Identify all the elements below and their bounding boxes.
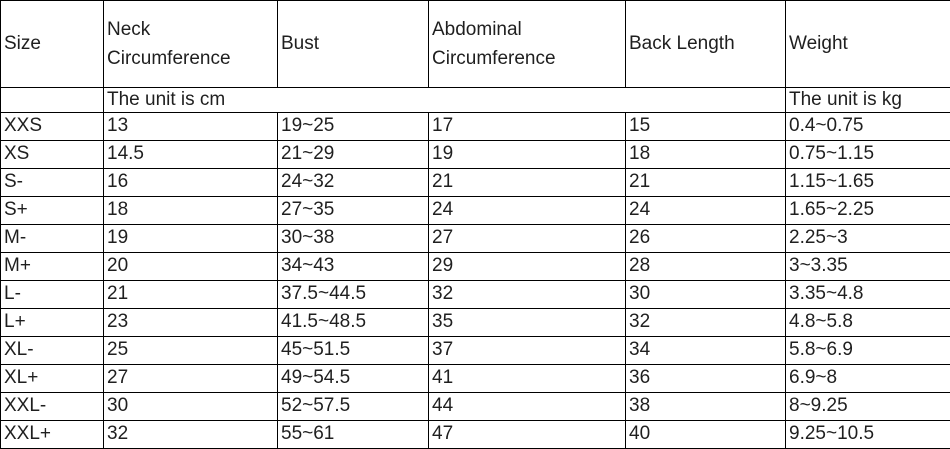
- cell-neck: 18: [104, 197, 278, 225]
- cell-back-length: 15: [626, 113, 786, 141]
- cell-neck: 21: [104, 281, 278, 309]
- cell-weight: 0.4~0.75: [786, 113, 950, 141]
- cell-abdominal: 37: [429, 337, 626, 365]
- column-header-size: Size: [1, 1, 104, 88]
- table-row-xxs: [1, 113, 950, 141]
- cell-size: XXL-: [1, 393, 104, 421]
- cell-back-length: 21: [626, 169, 786, 197]
- cell-bust: 24~32: [278, 169, 429, 197]
- unit-row: [1, 88, 950, 113]
- cell-bust: 41.5~48.5: [278, 309, 429, 337]
- cell-size: L-: [1, 281, 104, 309]
- cell-size: S+: [1, 197, 104, 225]
- cell-bust: 55~61: [278, 421, 429, 449]
- cell-size: L+: [1, 309, 104, 337]
- cell-weight: 0.75~1.15: [786, 141, 950, 169]
- table-row-s-minus: [1, 169, 950, 197]
- cell-neck: 20: [104, 253, 278, 281]
- cell-neck: 23: [104, 309, 278, 337]
- cell-abdominal: 35: [429, 309, 626, 337]
- cell-back-length: 18: [626, 141, 786, 169]
- cell-abdominal: 24: [429, 197, 626, 225]
- cell-bust: 21~29: [278, 141, 429, 169]
- cell-bust: 30~38: [278, 225, 429, 253]
- cell-bust: 45~51.5: [278, 337, 429, 365]
- cell-size: XS: [1, 141, 104, 169]
- cell-abdominal: 27: [429, 225, 626, 253]
- cell-weight: 9.25~10.5: [786, 421, 950, 449]
- cell-abdominal: 47: [429, 421, 626, 449]
- cell-abdominal: 41: [429, 365, 626, 393]
- cell-back-length: 28: [626, 253, 786, 281]
- table-row-m-plus: [1, 253, 950, 281]
- cell-weight: 1.65~2.25: [786, 197, 950, 225]
- column-header-abdominal-circumference: Abdominal Circumference: [429, 1, 626, 88]
- cell-weight: 1.15~1.65: [786, 169, 950, 197]
- cell-back-length: 36: [626, 365, 786, 393]
- cell-neck: 16: [104, 169, 278, 197]
- cell-neck: 30: [104, 393, 278, 421]
- cell-weight: 3~3.35: [786, 253, 950, 281]
- cell-neck: 27: [104, 365, 278, 393]
- table-row-xxl-minus: [1, 393, 950, 421]
- cell-back-length: 26: [626, 225, 786, 253]
- cell-back-length: 24: [626, 197, 786, 225]
- column-header-neck-circumference: Neck Circumference: [104, 1, 278, 88]
- cell-bust: 34~43: [278, 253, 429, 281]
- cell-abdominal: 21: [429, 169, 626, 197]
- cell-back-length: 40: [626, 421, 786, 449]
- cell-neck: 13: [104, 113, 278, 141]
- cell-size: XL-: [1, 337, 104, 365]
- cell-weight: 8~9.25: [786, 393, 950, 421]
- cell-back-length: 38: [626, 393, 786, 421]
- cell-abdominal: 29: [429, 253, 626, 281]
- column-header-bust: Bust: [278, 1, 429, 88]
- cell-weight: 5.8~6.9: [786, 337, 950, 365]
- table-row-xl-plus: [1, 365, 950, 393]
- cell-abdominal: 19: [429, 141, 626, 169]
- cell-neck: 19: [104, 225, 278, 253]
- cell-weight: 4.8~5.8: [786, 309, 950, 337]
- cell-neck: 25: [104, 337, 278, 365]
- table-row-l-minus: [1, 281, 950, 309]
- cell-bust: 19~25: [278, 113, 429, 141]
- cell-neck: 32: [104, 421, 278, 449]
- cell-abdominal: 32: [429, 281, 626, 309]
- cell-size: M+: [1, 253, 104, 281]
- unit-note-cm: The unit is cm: [104, 88, 786, 113]
- table-row-xxl-plus: [1, 421, 950, 449]
- unit-note-kg: The unit is kg: [786, 88, 950, 113]
- unit-row-empty-cell: [1, 88, 104, 113]
- cell-bust: 27~35: [278, 197, 429, 225]
- cell-size: M-: [1, 225, 104, 253]
- table-row-m-minus: [1, 225, 950, 253]
- cell-size: S-: [1, 169, 104, 197]
- cell-back-length: 30: [626, 281, 786, 309]
- table-row-l-plus: [1, 309, 950, 337]
- cell-bust: 52~57.5: [278, 393, 429, 421]
- cell-back-length: 34: [626, 337, 786, 365]
- column-header-weight: Weight: [786, 1, 950, 88]
- cell-neck: 14.5: [104, 141, 278, 169]
- header-row: [1, 1, 950, 88]
- column-header-back-length: Back Length: [626, 1, 786, 88]
- cell-abdominal: 44: [429, 393, 626, 421]
- table-row-xs: [1, 141, 950, 169]
- cell-abdominal: 17: [429, 113, 626, 141]
- cell-bust: 37.5~44.5: [278, 281, 429, 309]
- table-row-s-plus: [1, 197, 950, 225]
- cell-size: XXS: [1, 113, 104, 141]
- cell-size: XL+: [1, 365, 104, 393]
- cell-weight: 6.9~8: [786, 365, 950, 393]
- cell-weight: 2.25~3: [786, 225, 950, 253]
- table-row-xl-minus: [1, 337, 950, 365]
- cell-weight: 3.35~4.8: [786, 281, 950, 309]
- cell-size: XXL+: [1, 421, 104, 449]
- cell-back-length: 32: [626, 309, 786, 337]
- cell-bust: 49~54.5: [278, 365, 429, 393]
